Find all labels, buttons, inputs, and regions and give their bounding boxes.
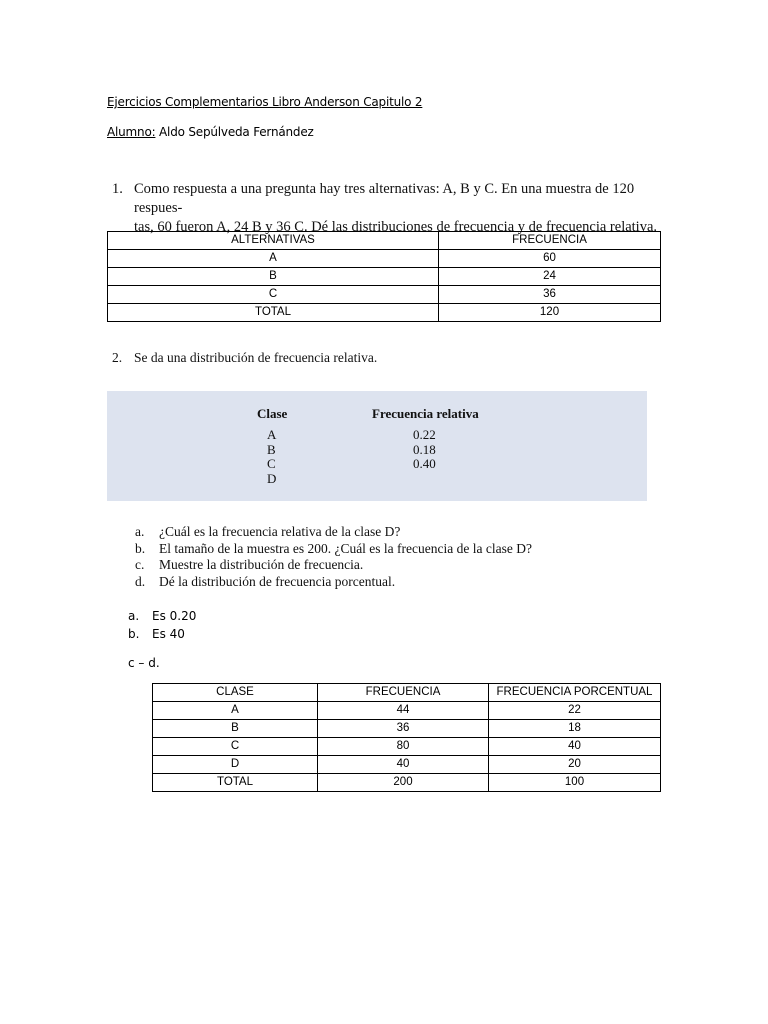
relative-frequency-column [413,428,436,472]
table-cell: 18 [489,720,661,738]
subquestions-list [135,524,532,590]
relative-frequency-box [107,391,647,501]
class-value: D [267,470,277,486]
relative-frequency-header: Frecuencia relativa [372,406,479,421]
alternatives-frequency-table [107,231,661,322]
relative-frequency-value: 0.22 [413,427,436,442]
table-cell: 80 [318,738,489,756]
student-name: Aldo Sepúlveda Fernández [155,125,314,139]
table-cell: 36 [318,720,489,738]
class-value: B [267,441,276,457]
question-2 [112,350,377,366]
header-cell: FRECUENCIA [318,684,489,702]
table-row [108,304,661,322]
question-1-number: 1. [112,181,123,197]
table-cell: TOTAL [108,304,439,322]
subquestion-c: c. Muestre la distribución de frecuencia. [135,557,364,572]
answer-b: b. Es 40 [128,627,185,641]
table-cell: D [153,756,318,774]
document-title: Ejercicios Complementarios Libro Anderson Capitulo 2 [107,95,423,109]
header-cell: FRECUENCIA [439,232,661,250]
table-cell: TOTAL [153,774,318,792]
table-row [153,756,661,774]
question-1 [112,180,672,237]
relative-frequency-value: 0.40 [413,456,436,471]
table-row [108,268,661,286]
class-header: Clase [257,406,288,421]
header-cell: FRECUENCIA PORCENTUAL [489,684,661,702]
question-2-number: 2. [112,350,123,365]
table-header-row [108,232,661,250]
table-row [153,720,661,738]
student-line [107,125,314,139]
table-cell: C [108,286,439,304]
class-value: A [267,427,277,442]
table-row [153,738,661,756]
table-cell: B [108,268,439,286]
table-cell: 40 [489,738,661,756]
table-cell: A [153,702,318,720]
table-cell: 22 [489,702,661,720]
class-column [267,428,276,486]
table-cell: C [153,738,318,756]
table-cell: 40 [318,756,489,774]
table-cell: 100 [489,774,661,792]
table-cell: B [153,720,318,738]
header-cell: CLASE [153,684,318,702]
table-cell: 20 [489,756,661,774]
table-cell: A [108,250,439,268]
table-row [108,250,661,268]
table-row [108,286,661,304]
question-1-line-1: Como respuesta a una pregunta hay tres alternativas: A, B y C. En una muestra de 120 respues- [134,181,635,216]
table-cell: 24 [439,268,661,286]
subquestion-d: d. Dé la distribución de frecuencia porcentual. [135,573,396,589]
cd-label: c – d. [128,656,160,670]
class-value: C [267,456,276,471]
table-cell: 60 [439,250,661,268]
subquestion-b: b. El tamaño de la muestra es 200. ¿Cuál es la frecuencia de la clase D? [135,540,532,556]
question-2-text: Se da una distribución de frecuencia relativa. [134,350,378,365]
student-label: Alumno: [107,125,156,139]
subquestion-a: a. ¿Cuál es la frecuencia relativa de la clase D? [135,524,401,539]
question-1-line-2: tas, 60 fueron A, 24 B y 36 C. Dé las distribuciones de frecuencia y de frecuencia relativa. [134,219,658,235]
header-cell: ALTERNATIVAS [108,232,439,250]
class-frequency-percentage-table [152,683,661,792]
table-cell: 36 [439,286,661,304]
table-cell: 44 [318,702,489,720]
table-cell: 200 [318,774,489,792]
table-header-row [153,684,661,702]
answer-a: a. Es 0.20 [128,609,197,623]
table-row [153,702,661,720]
table-cell: 120 [439,304,661,322]
table-row [153,774,661,792]
relative-frequency-value: 0.18 [413,441,436,457]
